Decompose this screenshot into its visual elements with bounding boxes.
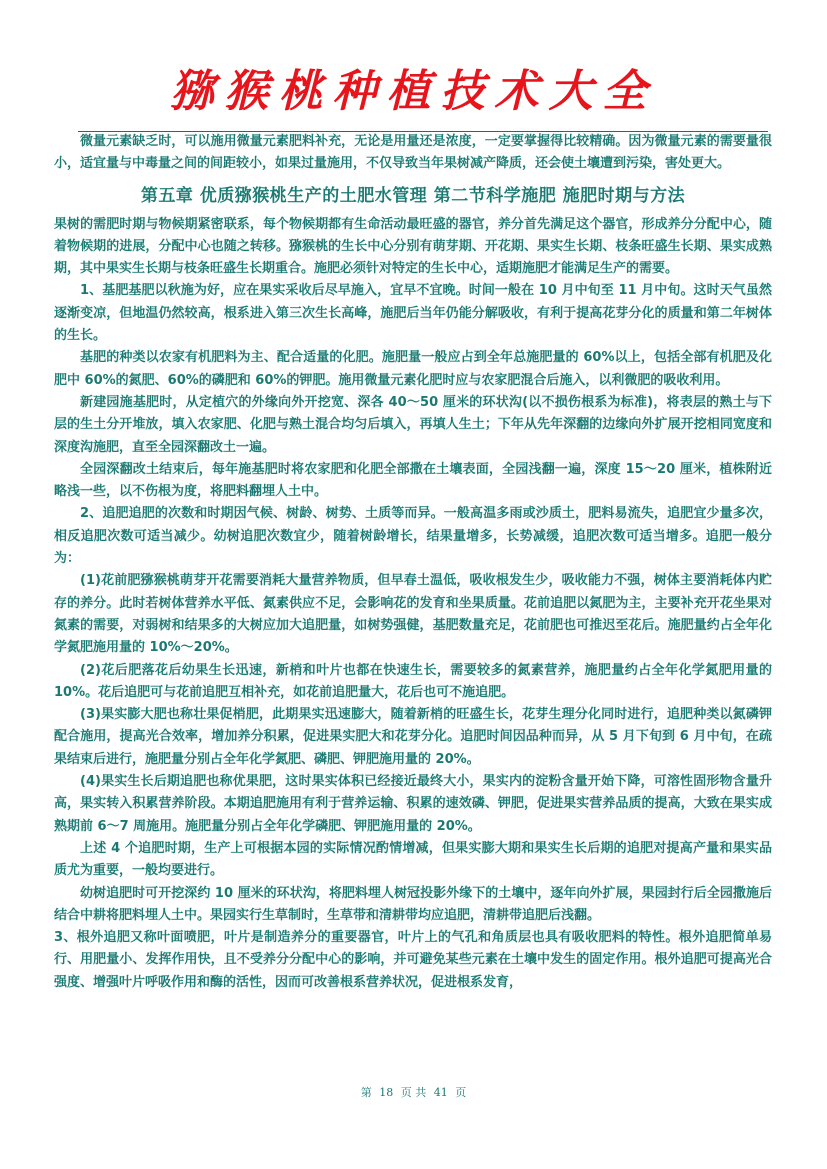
body-paragraph-6: 2、追肥追肥的次数和时期因气候、树龄、树势、土质等而异。一般高温多雨或沙质土，肥料易流失，追肥宜少量多次，相反追肥次数可适当减少。幼树追肥次数宜少，随着树龄增长，结果量增多，长势减缓，追肥次数可适当增多。追肥一般分为： bbox=[54, 506, 772, 567]
document-title: 猕猴桃种植技术大全 bbox=[170, 66, 657, 117]
body-paragraph-10: (4)果实生长后期追肥也称优果肥，这时果实体积已经接近最终大小，果实内的淀粉含量开始下降，可溶性固形物含量升高，果实转入积累营养阶段。本期追肥施用有利于营养运输、积累的速效磷、钾肥，促进果实营养品质的提高，大致在果实成熟期前 6～7 周施用。施肥量分别占全年化学磷肥、钾肥施用量的 20%。 bbox=[54, 774, 772, 834]
footer-page-number: 18 bbox=[379, 1086, 394, 1099]
body-paragraph-1: 果树的需肥时期与物候期紧密联系，每个物候期都有生命活动最旺盛的器官，养分首先满足这个器官，形成养分分配中心，随着物候期的进展，分配中心也随之转移。猕猴桃的生长中心分别有萌芽期、开花期、果实生长期、枝条旺盛生长期、果实成熟期，其中果实生长期与枝条旺盛生长期重合。施肥必须针对特定的生长中心，适期施肥才能满足生产的需要。 bbox=[54, 216, 772, 277]
footer-mid: 页 共 bbox=[400, 1086, 427, 1099]
footer-total-pages: 41 bbox=[433, 1086, 448, 1099]
body-paragraph-5: 全园深翻改土结束后，每年施基肥时将农家肥和化肥全部撒在土壤表面，全园浅翻一遍，深度 15～20 厘米，植株附近略浅一些，以不伤根为度，将肥料翻埋人土中。 bbox=[54, 461, 772, 500]
body-paragraph-2: 1、基肥基肥以秋施为好，应在果实采收后尽早施入，宜早不宜晚。时间一般在 10 月中旬至 11 月中旬。这时天气虽然逐渐变凉，但地温仍然较高，根系进入第三次生长高峰，施肥后当年仍能分解吸收，有利于提高花芽分化的质量和第二年树体的生长。 bbox=[54, 283, 772, 344]
page-footer bbox=[0, 1084, 827, 1100]
body-paragraph-3: 基肥的种类以农家有机肥料为主、配合适量的化肥。施肥量一般应占到全年总施肥量的 60%以上，包括全部有机肥及化肥中 60%的氮肥、60%的磷肥和 60%的钾肥。施用微量元素化肥时应与农家肥混合后施入，以利微肥的吸收利用。 bbox=[54, 350, 772, 388]
section-heading: 第五章 优质猕猴桃生产的土肥水管理 第二节科学施肥 施肥时期与方法 bbox=[140, 185, 686, 206]
body-paragraph-11: 上述 4 个追肥时期，生产上可根据本园的实际情况酌情增减，但果实膨大期和果实生长后期的追肥对提高产量和果实品质尤为重要，一般均要进行。 bbox=[54, 840, 772, 879]
body-paragraph-8: (2)花后肥落花后幼果生长迅速，新梢和叶片也都在快速生长，需要较多的氮素营养，施肥量约占全年化学氮肥用量的 10%。花后追肥可与花前追肥互相补充，如花前追肥量大，花后也可不施追肥。 bbox=[54, 662, 772, 700]
body-paragraph-7: (1)花前肥猕猴桃萌芽开花需要消耗大量营养物质，但早春土温低，吸收根发生少，吸收能力不强，树体主要消耗体内贮存的养分。此时若树体营养水平低、氮素供应不足，会影响花的发育和坐果质量。花前追肥以氮肥为主，主要补充开花坐果对氮素的需要，对弱树和结果多的大树应加大追肥量，如树势强健，基肥数量充足，花前肥也可推迟至花后。施肥量约占全年化学氮肥施用量的 10%～20%。 bbox=[54, 573, 772, 656]
body-paragraph-13: 3、根外追肥又称叶面喷肥，叶片是制造养分的重要器官，叶片上的气孔和角质层也具有吸收肥料的特性。根外追肥简单易行、用肥量小、发挥作用快，且不受养分分配中心的影响，并可避免某些元素在土壤中发生的固定作用。根外追肥可提高光合强度、增强叶片呼吸作用和酶的活性，因而可改善根系营养状况，促进根系发育， bbox=[54, 930, 772, 990]
footer-suffix: 页 bbox=[455, 1086, 467, 1099]
document-body bbox=[54, 131, 772, 994]
body-paragraph-9: (3)果实膨大肥也称壮果促梢肥，此期果实迅速膨大，随着新梢的旺盛生长，花芽生理分化同时进行，追肥种类以氮磷钾配合施用，提高光合效率，增加养分积累，促进果实肥大和花芽分化。追肥时间因品种而异，从 5 月下旬到 6 月中旬，在疏果结束后进行，施肥量分别占全年化学氮肥、磷肥、钾肥施用量的 20%。 bbox=[54, 707, 772, 767]
body-paragraph-4: 新建园施基肥时，从定植穴的外缘向外开挖宽、深各 40～50 厘米的环状沟(以不损伤根系为标准)，将表层的熟土与下层的生土分开堆放，填入农家肥、化肥与熟土混合均匀后填入，再填人生土；下年从先年深翻的边缘向外扩展开挖相同宽度和深度沟施肥，直至全园深翻改土一遍。 bbox=[54, 394, 772, 455]
intro-paragraph: 微量元素缺乏时，可以施用微量元素肥料补充，无论是用量还是浓度，一定要掌握得比较精确。因为微量元素的需要量很小，适宜量与中毒量之间的间距较小，如果过量施用，不仅导致当年果树减产降质，还会使土壤遭到污染，害处更大。 bbox=[54, 134, 772, 172]
footer-prefix: 第 bbox=[360, 1086, 372, 1099]
body-paragraph-12: 幼树追肥时可开挖深约 10 厘米的环状沟，将肥料埋人树冠投影外缘下的土壤中，逐年向外扩展，果园封行后全园撒施后结合中耕将肥料埋人土中。果园实行生草制时，生草带和清耕带均应追肥，清耕带追肥后浅翻。 bbox=[54, 885, 772, 923]
